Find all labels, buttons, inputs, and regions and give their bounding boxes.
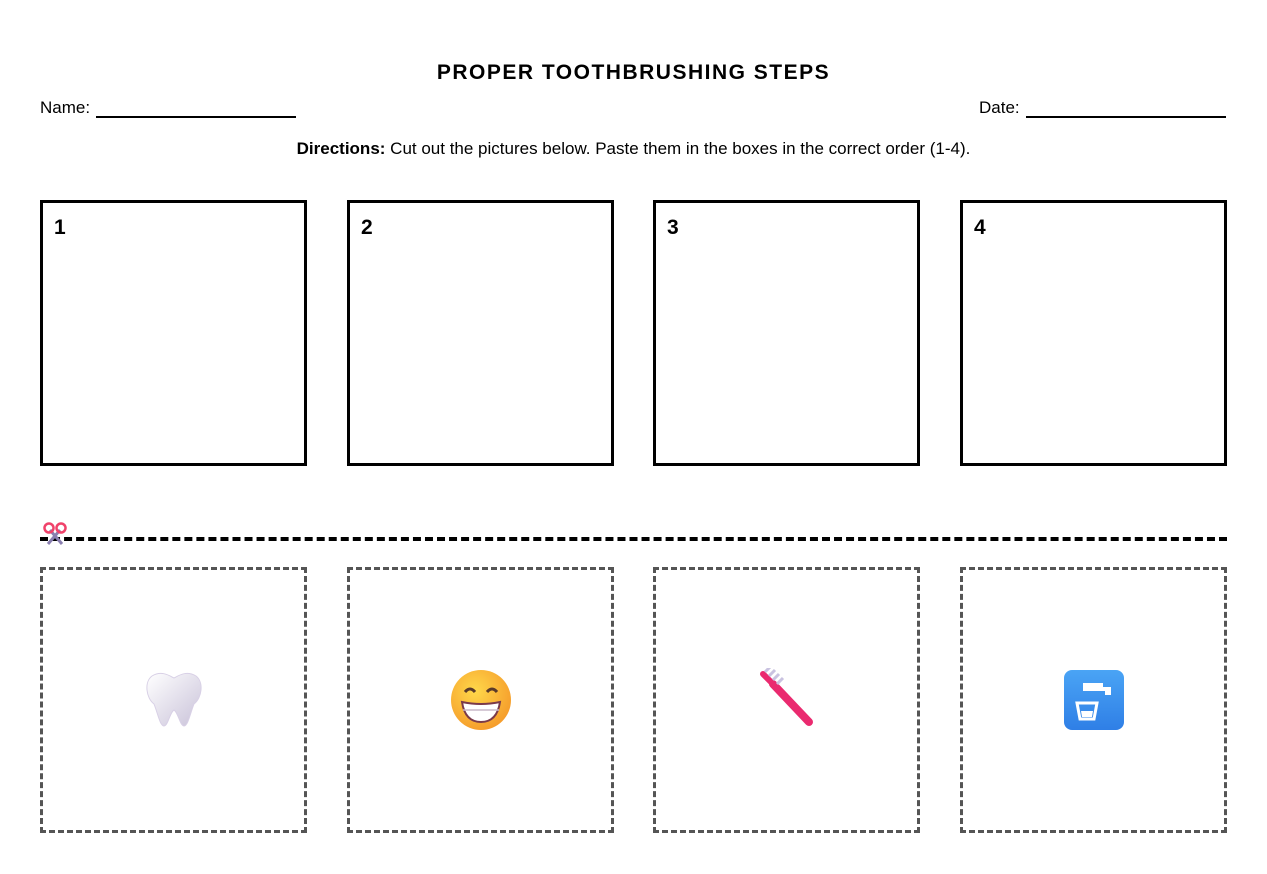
cutout-card-smile[interactable] (347, 567, 614, 833)
box-number: 1 (54, 216, 66, 239)
box-number: 2 (361, 216, 373, 239)
box-number: 3 (667, 216, 679, 239)
cutout-card-water[interactable] (960, 567, 1227, 833)
box-number: 4 (974, 216, 986, 239)
date-label: Date: (979, 98, 1020, 117)
cut-line (40, 537, 1227, 541)
name-label: Name: (40, 98, 91, 117)
date-line[interactable] (1026, 102, 1226, 118)
page-title: PROPER TOOTHBRUSHING STEPS (436, 61, 831, 84)
toothbrush-icon (755, 668, 819, 732)
paste-box-2 (347, 200, 614, 466)
grinning-face-icon (449, 668, 513, 732)
name-field (40, 98, 296, 118)
directions (0, 139, 1267, 159)
directions-text: Cut out the pictures below. Paste them in the boxes in the correct order (1-4). (385, 139, 971, 158)
cutout-card-toothbrush[interactable] (653, 567, 920, 833)
name-line[interactable] (96, 102, 296, 118)
directions-label: Directions: (296, 139, 386, 158)
paste-box-3 (653, 200, 920, 466)
paste-box-4 (960, 200, 1227, 466)
date-field (979, 98, 1226, 118)
water-faucet-icon (1063, 669, 1125, 731)
scissors-icon (42, 522, 68, 546)
cutout-card-tooth[interactable] (40, 567, 307, 833)
paste-box-1 (40, 200, 307, 466)
tooth-icon (142, 670, 206, 730)
